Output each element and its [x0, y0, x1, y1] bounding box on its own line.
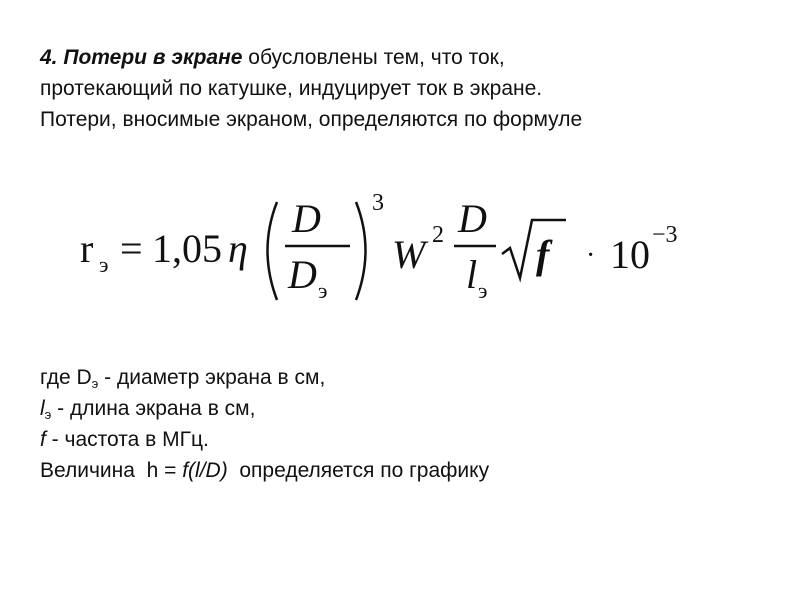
- intro-lead: 4. Потери в экране: [40, 46, 243, 69]
- where-line-1-sub: э: [91, 376, 99, 391]
- intro-line-1: [40, 42, 780, 73]
- formula-svg: [80, 180, 720, 310]
- formula-sqrt-argument: f: [536, 232, 550, 277]
- intro-line-3: Потери, вносимые экраном, определяются по формуле: [40, 108, 583, 131]
- formula-ten-exponent: −3: [652, 222, 678, 248]
- formula-frac2-denominator: l: [466, 252, 478, 297]
- formula-frac2-denominator-sub: э: [478, 278, 488, 303]
- formula-frac1-denominator: D: [288, 252, 317, 297]
- where-line-2-var: l: [40, 397, 45, 420]
- formula-w: W: [392, 232, 426, 277]
- formula-ten: 10: [610, 232, 650, 277]
- where-line-3-var: f: [40, 428, 46, 451]
- where-line-1-prefix: где D: [40, 366, 92, 389]
- formula-w-exponent: 2: [432, 222, 444, 248]
- where-line-4: [40, 455, 780, 486]
- where-line-3: [40, 424, 780, 455]
- where-line-1-rest: - диаметр экрана в см,: [98, 366, 326, 389]
- formula-equals: =: [120, 226, 143, 271]
- where-block: [40, 362, 780, 486]
- where-line-2-sub: э: [44, 407, 52, 422]
- formula-dot: ·: [586, 240, 596, 271]
- loss-formula: [80, 180, 720, 310]
- formula-right-paren: [356, 202, 366, 300]
- intro-paragraph: [40, 42, 780, 135]
- intro-line-1-rest: обусловлены тем, что ток,: [242, 46, 505, 69]
- formula-frac1-exponent: 3: [372, 190, 384, 216]
- formula-frac2-numerator: D: [458, 196, 487, 241]
- where-line-2-rest: - длина экрана в см,: [51, 397, 256, 420]
- where-line-3-rest: - частота в МГц.: [45, 428, 209, 451]
- formula-lhs: r: [80, 226, 94, 271]
- where-line-1: [40, 362, 780, 393]
- formula-coefficient: 1,05: [152, 226, 222, 271]
- formula-lhs-sub: э: [99, 252, 109, 277]
- where-line-4-prefix: Величина h =: [40, 459, 183, 482]
- intro-line-2: протекающий по катушке, индуцирует ток в экране.: [40, 77, 543, 100]
- where-line-4-rest: определяется по графику: [227, 459, 490, 482]
- formula-sqrt-sign: [502, 220, 566, 278]
- formula-frac1-denominator-sub: э: [318, 278, 328, 303]
- formula-eta: η: [228, 226, 248, 271]
- formula-frac1-numerator: D: [292, 196, 321, 241]
- formula-left-paren: [268, 202, 278, 300]
- where-line-2: [40, 393, 780, 424]
- where-line-4-expr: f(l/D): [182, 459, 228, 482]
